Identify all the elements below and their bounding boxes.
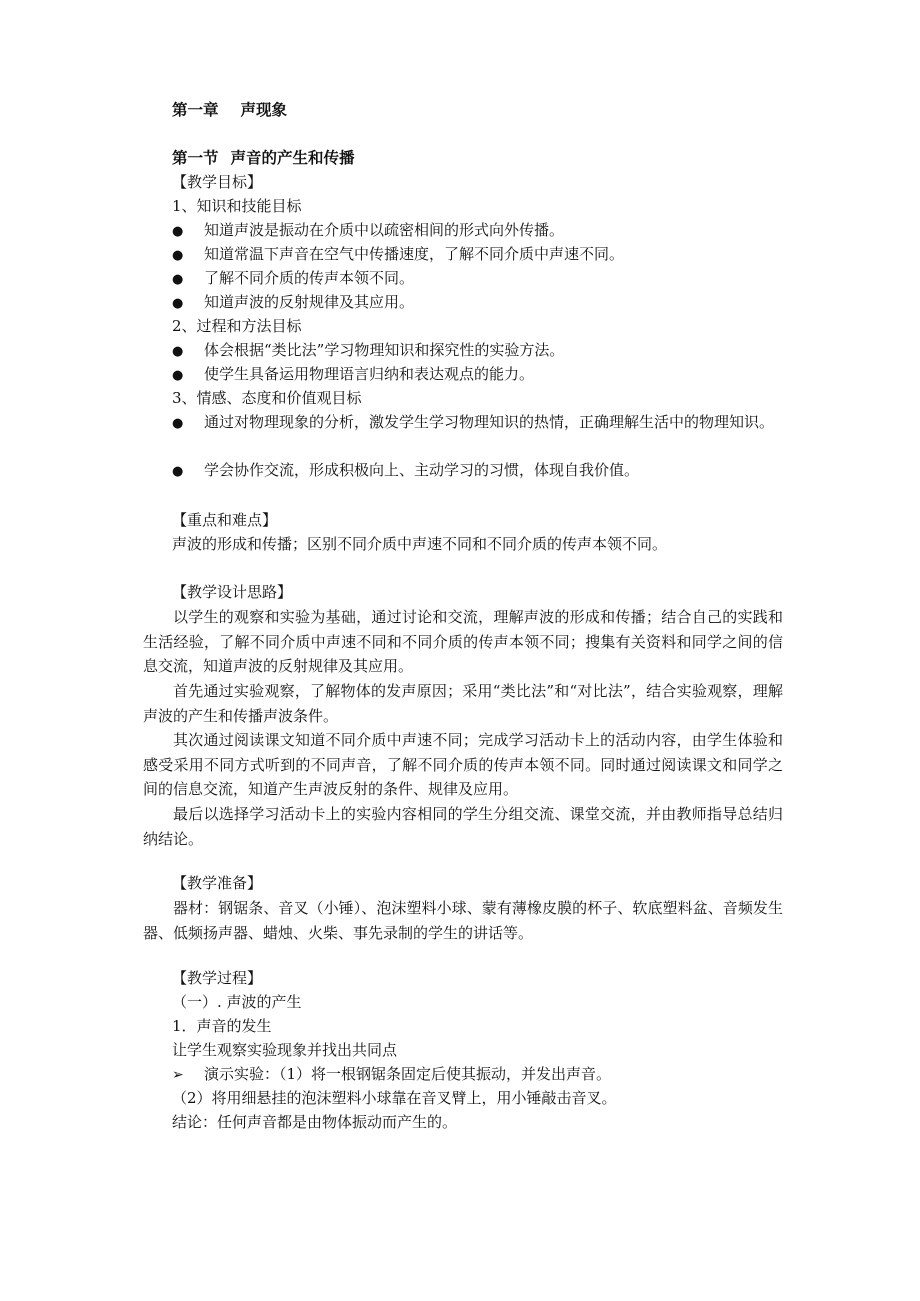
design-paragraph: 最后以选择学习活动卡上的实验内容相同的学生分组交流、课堂交流，并由教师指导总结归纳结论。 [143, 805, 783, 848]
process-heading: 【教学过程】 [172, 969, 263, 987]
section-label: 第一节 [172, 148, 219, 167]
list-item: ● 知道声波的反射规律及其应用。 [172, 292, 414, 314]
bullet-icon: ● [172, 416, 184, 431]
process-demo1: ➢ 演示实验：（1）将一根钢锯条固定后使其振动，并发出声音。 [172, 1065, 612, 1083]
list-item: ● 学会协作交流，形成积极向上、主动学习的习惯，体现自我价值。 [172, 460, 639, 482]
bullet-icon: ● [172, 464, 184, 479]
bullet-icon: ● [172, 296, 184, 311]
list-item: ● 体会根据“类比法”学习物理知识和探究性的实验方法。 [172, 340, 564, 362]
bullet-icon: ● [172, 224, 184, 239]
preparation-text: 器材：钢锯条、音叉（小锤）、泡沫塑料小球、蒙有薄橡皮膜的杯子、软底塑料盆、音频发生器、低频扬声器、蜡烛、火柴、事先录制的学生的讲话等。 [143, 899, 783, 942]
chapter-heading [172, 100, 287, 120]
list-item: ● 通过对物理现象的分析，激发学生学习物理知识的热情，正确理解生活中的物理知识。 [172, 410, 783, 437]
objectives-heading: 【教学目标】 [172, 173, 263, 191]
section-title: 声音的产生和传播 [230, 148, 355, 167]
list-item: ● 使学生具备运用物理语言归纳和表达观点的能力。 [172, 364, 534, 386]
process-demo2: （2）将用细悬挂的泡沫塑料小球靠在音叉臂上，用小锤敲击音叉。 [172, 1089, 617, 1107]
preparation-heading: 【教学准备】 [172, 874, 263, 892]
design-paragraph: 首先通过实验观察，了解物体的发声原因；采用“类比法”和“对比法”，结合实验观察，理解声波的产生和传播声波条件。 [143, 682, 783, 725]
bullet-icon: ● [172, 344, 184, 359]
list-item: ● 了解不同介质的传声本领不同。 [172, 268, 414, 290]
process-conclusion: 结论：任何声音都是由物体振动而产生的。 [172, 1113, 458, 1131]
list-item: ● 知道声波是振动在介质中以疏密相间的形式向外传播。 [172, 220, 564, 242]
process-sub2: 1．声音的发生 [172, 1017, 272, 1035]
emotion-title: 3、情感、态度和价值观目标 [172, 389, 362, 407]
process-title: 2、过程和方法目标 [172, 317, 302, 335]
chapter-title: 声现象 [240, 100, 288, 119]
knowledge-title: 1、知识和技能目标 [172, 197, 302, 215]
process-observe: 让学生观察实验现象并找出共同点 [172, 1041, 398, 1059]
bullet-icon: ● [172, 368, 184, 383]
section-heading [172, 148, 355, 168]
process-sub1: （一）. 声波的产生 [172, 993, 302, 1011]
bullet-icon: ● [172, 248, 184, 263]
design-paragraph: 以学生的观察和实验为基础，通过讨论和交流，理解声波的形成和传播；结合自己的实践和生活经验，了解不同介质中声速不同和不同介质的传声本领不同；搜集有关资料和同学之间的信息交流，知道声波的反射规律及其应用。 [143, 608, 783, 676]
keypoints-text: 声波的形成和传播；区别不同介质中声速不同和不同介质的传声本领不同。 [172, 535, 668, 553]
design-paragraph: 其次通过阅读课文知道不同介质中声速不同；完成学习活动卡上的活动内容，由学生体验和感受采用不同方式听到的不同声音，了解不同介质的传声本领不同。同时通过阅读课文和同学之间的信息交流，知道产生声波反射的条件、规律及应用。 [143, 731, 783, 799]
chapter-label: 第一章 [172, 100, 219, 119]
bullet-icon: ● [172, 272, 184, 287]
list-item: ● 知道常温下声音在空气中传播速度，了解不同介质中声速不同。 [172, 244, 624, 266]
design-heading: 【教学设计思路】 [172, 583, 293, 601]
arrow-bullet-icon: ➢ [172, 1067, 184, 1083]
keypoints-heading: 【重点和难点】 [172, 511, 278, 529]
